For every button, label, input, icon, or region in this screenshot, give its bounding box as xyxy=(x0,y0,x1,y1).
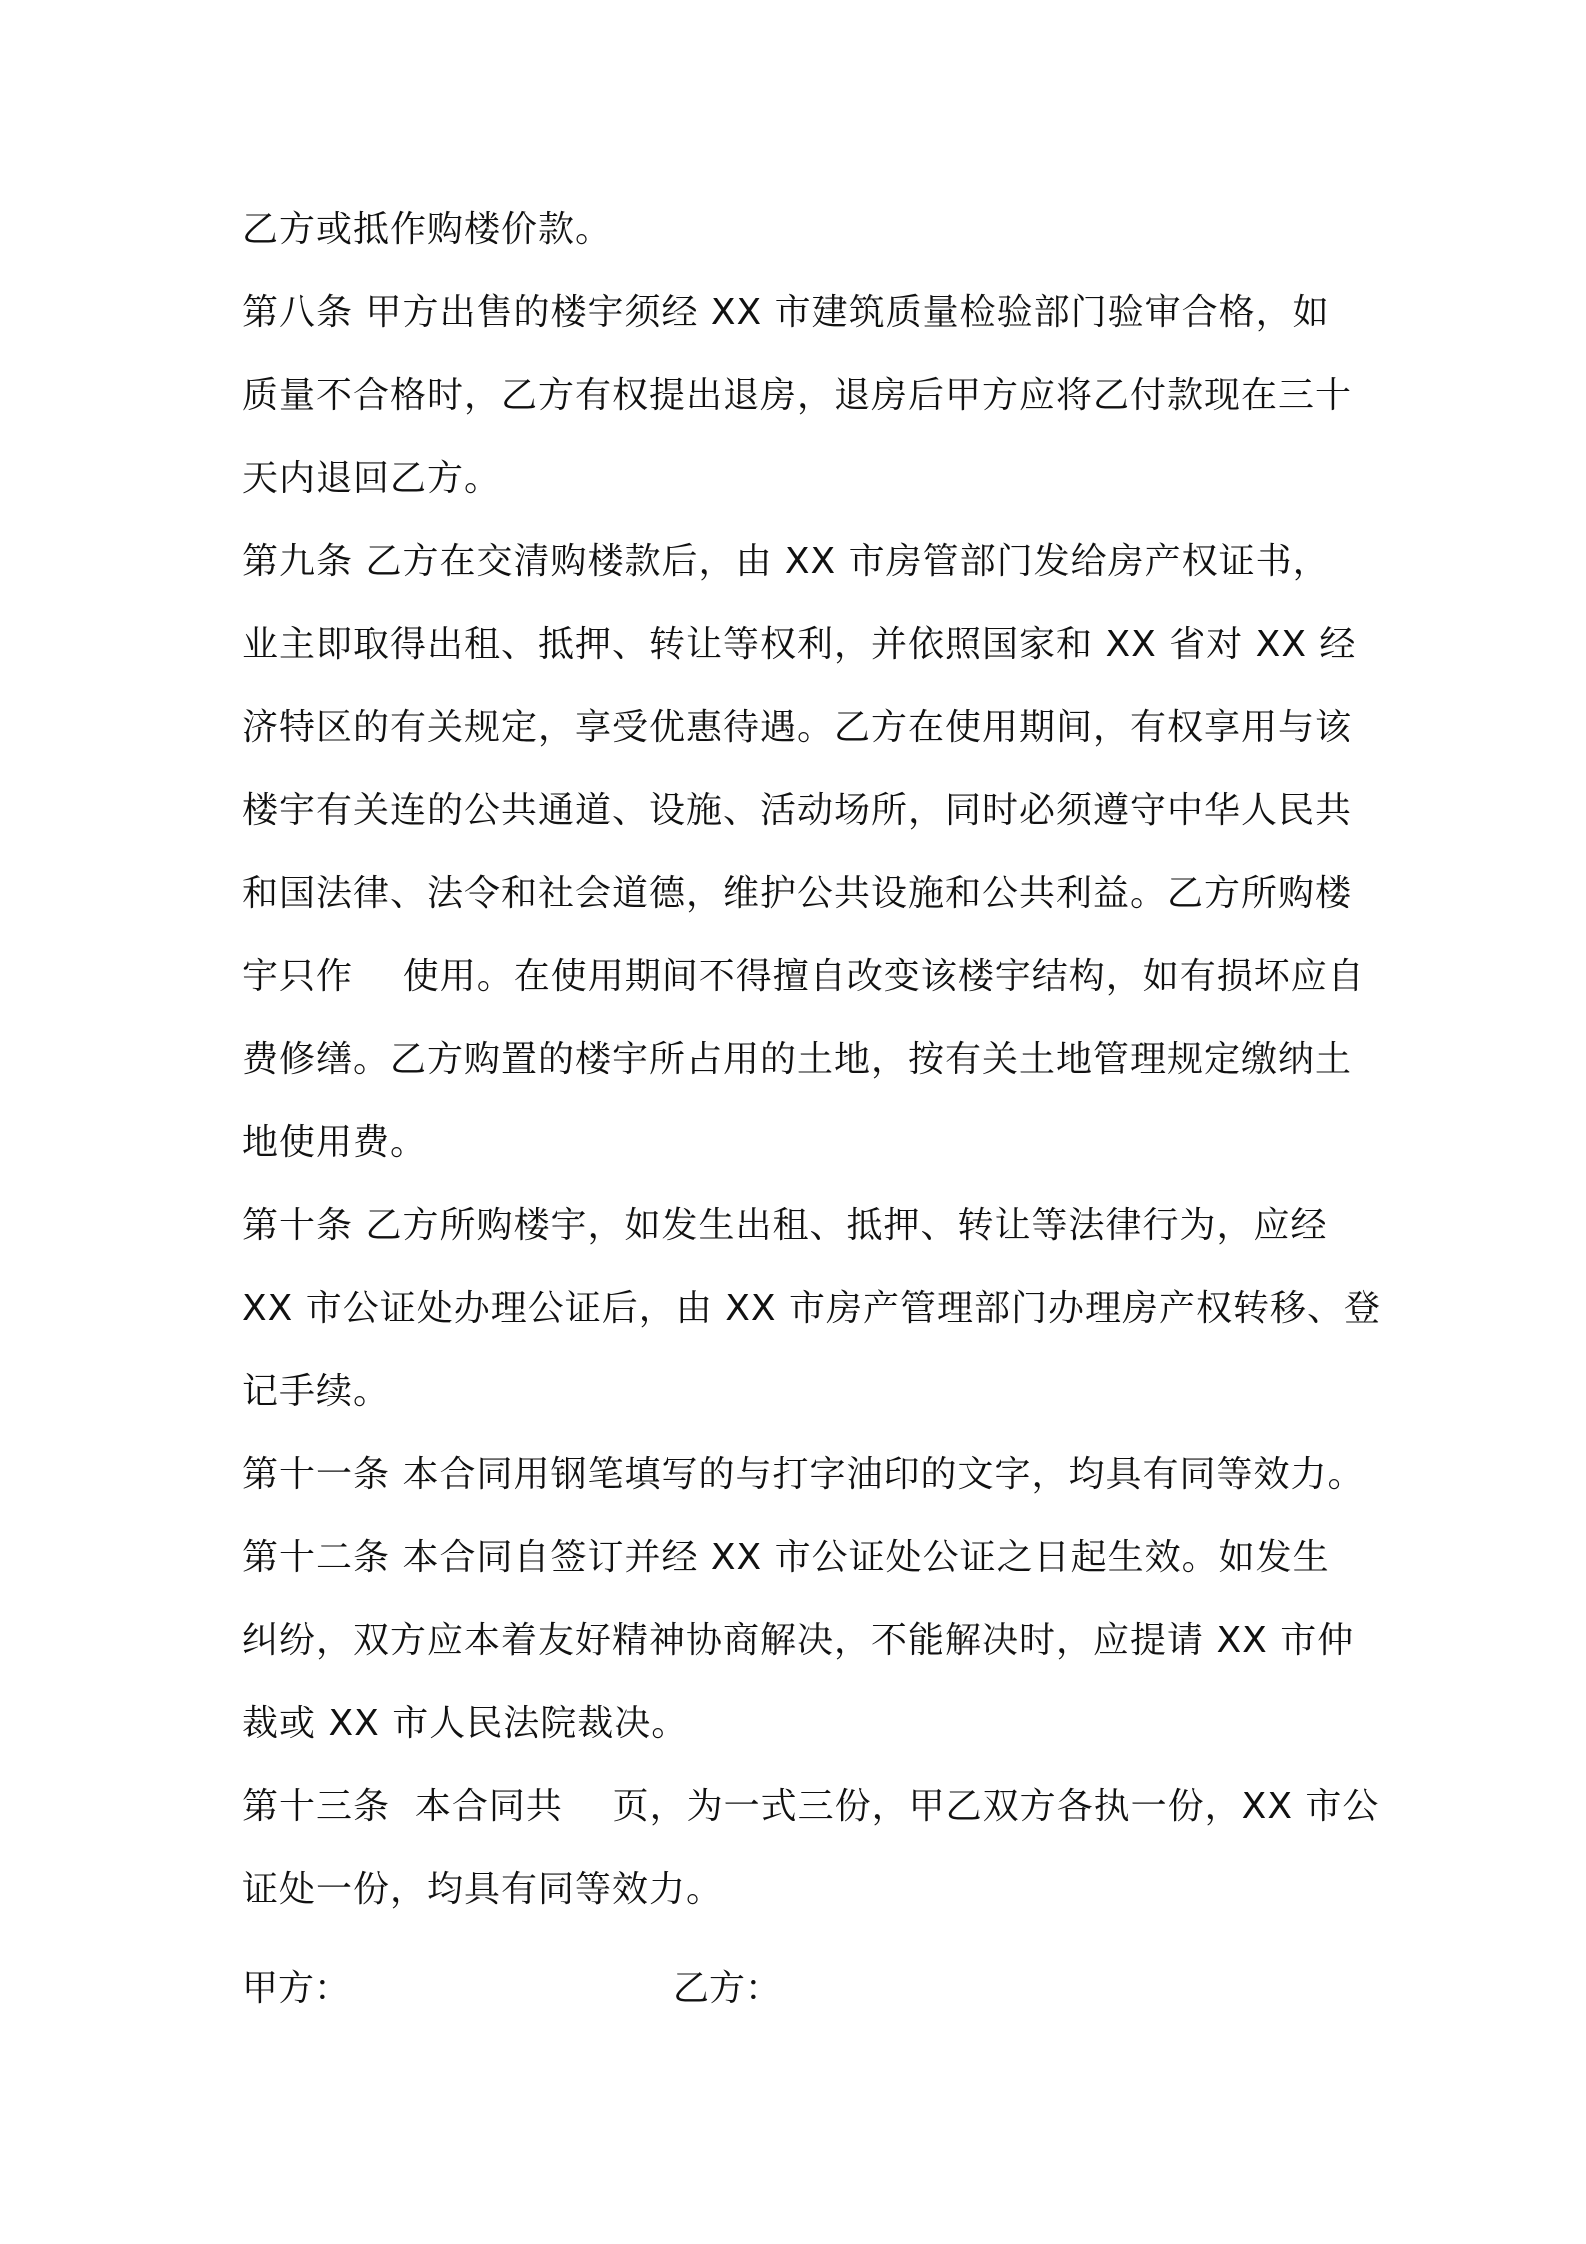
party-b-label: 乙方： xyxy=(673,1968,782,2009)
text-line: 证处一份，均具有同等效力。 xyxy=(242,1869,724,1910)
text-line: 第八条 甲方出售的楼宇须经 XX 市建筑质量检验部门验审合格，如 xyxy=(242,292,1330,333)
signature-row xyxy=(242,1947,1358,2030)
text-line: 第十一条 本合同用钢笔填写的与打字油印的文字，均具有同等效力。 xyxy=(242,1454,1365,1495)
text-line: 纠纷，双方应本着友好精神协商解决，不能解决时，应提请 XX 市仲 xyxy=(242,1620,1355,1661)
party-a-label: 甲方： xyxy=(242,1968,351,2009)
text-line: 记手续。 xyxy=(242,1371,391,1412)
text-line: 第九条 乙方在交清购楼款后，由 XX 市房管部门发给房产权证书， xyxy=(242,541,1330,582)
contract-body xyxy=(242,188,1381,1931)
text-line: 质量不合格时，乙方有权提出退房，退房后甲方应将乙付款现在三十 xyxy=(242,375,1353,416)
text-line: 业主即取得出租、抵押、转让等权利，并依照国家和 XX 省对 XX 经 xyxy=(242,624,1357,665)
text-line: 地使用费。 xyxy=(242,1122,428,1163)
text-line: 第十条 乙方所购楼宇，如发生出租、抵押、转让等法律行为，应经 xyxy=(242,1205,1328,1246)
text-line: 第十三条 本合同共 页，为一式三份，甲乙双方各执一份，XX 市公 xyxy=(242,1786,1380,1827)
text-line: 乙方或抵作购楼价款。 xyxy=(242,209,613,250)
text-line: 天内退回乙方。 xyxy=(242,458,502,499)
text-line: 宇只作 使用。在使用期间不得擅自改变该楼宇结构，如有损坏应自 xyxy=(242,956,1365,997)
text-line: 和国法律、法令和社会道德，维护公共设施和公共利益。乙方所购楼 xyxy=(242,873,1353,914)
text-line: 裁或 XX 市人民法院裁决。 xyxy=(242,1703,689,1744)
text-line: 第十二条 本合同自签订并经 XX 市公证处公证之日起生效。如发生 xyxy=(242,1537,1330,1578)
text-line: 费修缮。乙方购置的楼宇所占用的土地，按有关土地管理规定缴纳土 xyxy=(242,1039,1353,1080)
text-line: 济特区的有关规定，享受优惠待遇。乙方在使用期间，有权享用与该 xyxy=(242,707,1353,748)
text-line: XX 市公证处办理公证后，由 XX 市房产管理部门办理房产权转移、登 xyxy=(242,1288,1381,1329)
text-line: 楼宇有关连的公共通道、设施、活动场所，同时必须遵守中华人民共 xyxy=(242,790,1353,831)
